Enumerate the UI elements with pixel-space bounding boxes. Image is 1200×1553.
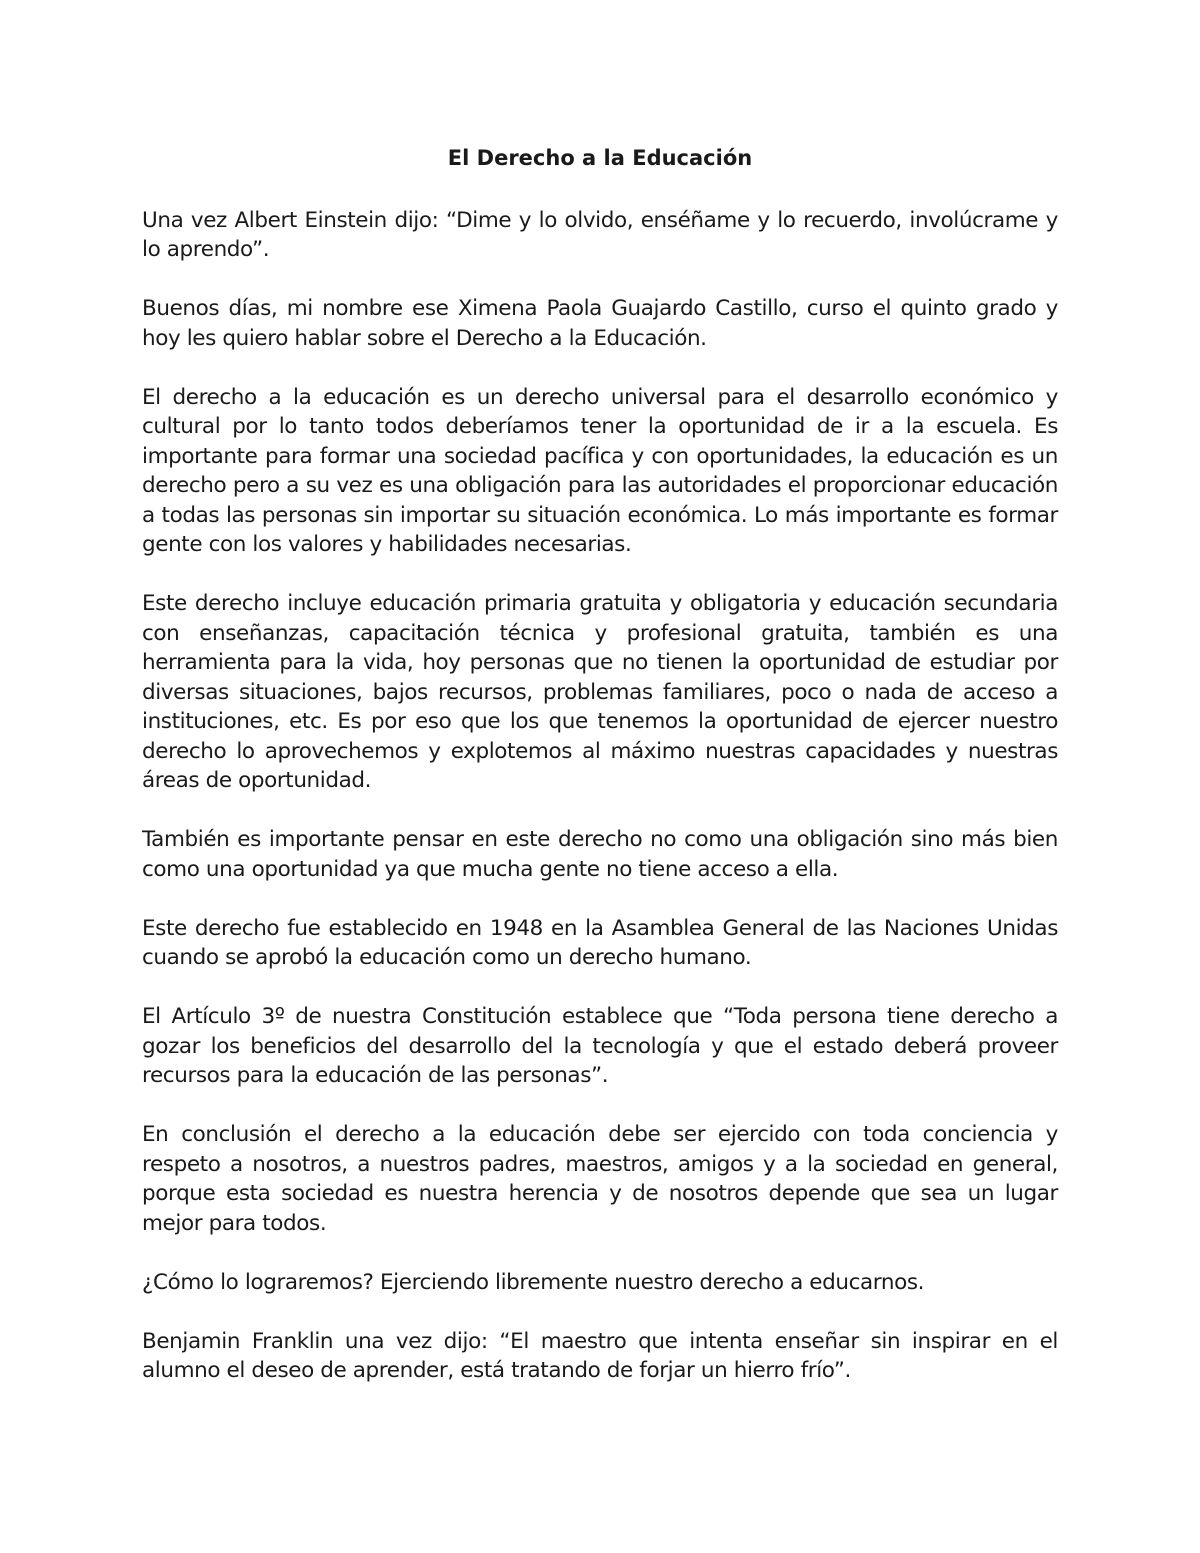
paragraph-introduction: Buenos días, mi nombre ese Ximena Paola Guajardo Castillo, curso el quinto grado y hoy les quiero hablar sobre el Derecho a la Educación. (142, 296, 1058, 351)
paragraph-franklin-quote: Benjamin Franklin una vez dijo: “El maestro que intenta enseñar sin inspirar en el alumno el deseo de aprender, está tratando de forjar un hierro frío”. (142, 1328, 1058, 1383)
paragraph-einstein-quote: Una vez Albert Einstein dijo: “Dime y lo olvido, enséñame y lo recuerdo, involúcrame y lo aprendo”. (142, 207, 1058, 262)
paragraph-article-3: El Artículo 3º de nuestra Constitución establece que “Toda persona tiene derecho a gozar los beneficios del desarrollo del la tecnología y que el estado deberá proveer recursos para la educación de las personas”. (142, 1004, 1058, 1088)
paragraph-opportunity: También es importante pensar en este derecho no como una obligación sino más bien como una oportunidad ya que mucha gente no tiene acceso a ella. (142, 827, 1058, 882)
paragraph-conclusion: En conclusión el derecho a la educación debe ser ejercido con toda conciencia y respeto a nosotros, a nuestros padres, maestros, amigos y a la sociedad en general, porque esta sociedad es nuestra herencia y de nosotros depende que sea un lugar mejor para todos. (142, 1122, 1058, 1236)
document-title: El Derecho a la Educación (447, 146, 753, 170)
paragraph-universal-right: El derecho a la educación es un derecho universal para el desarrollo económico y cultural por lo tanto todos deberíamos tener la oportunidad de ir a la escuela. Es importante para formar una sociedad pacífica y con oportunidades, la educación es un derecho pero a su vez es una obligación para las autoridades el proporcionar educación a todas las personas sin importar su situación económica. Lo más importante es formar gente con los valores y habilidades necesarias. (142, 384, 1058, 557)
paragraph-right-includes: Este derecho incluye educación primaria gratuita y obligatoria y educación secundaria con enseñanzas, capacitación técnica y profesional gratuita, también es una herramienta para la vida, hoy personas que no tienen la oportunidad de estudiar por diversas situaciones, bajos recursos, problemas familiares, poco o nada de acceso a instituciones, etc. Es por eso que los que tenemos la oportunidad de ejercer nuestro derecho lo aprovechemos y explotemos al máximo nuestras capacidades y nuestras áreas de oportunidad. (142, 591, 1058, 793)
paragraph-question: ¿Cómo lo lograremos? Ejerciendo libremente nuestro derecho a educarnos. (142, 1269, 925, 1295)
document-body (142, 140, 1058, 1415)
paragraph-history-1948: Este derecho fue establecido en 1948 en la Asamblea General de las Naciones Unidas cuando se aprobó la educación como un derecho humano. (142, 915, 1058, 970)
